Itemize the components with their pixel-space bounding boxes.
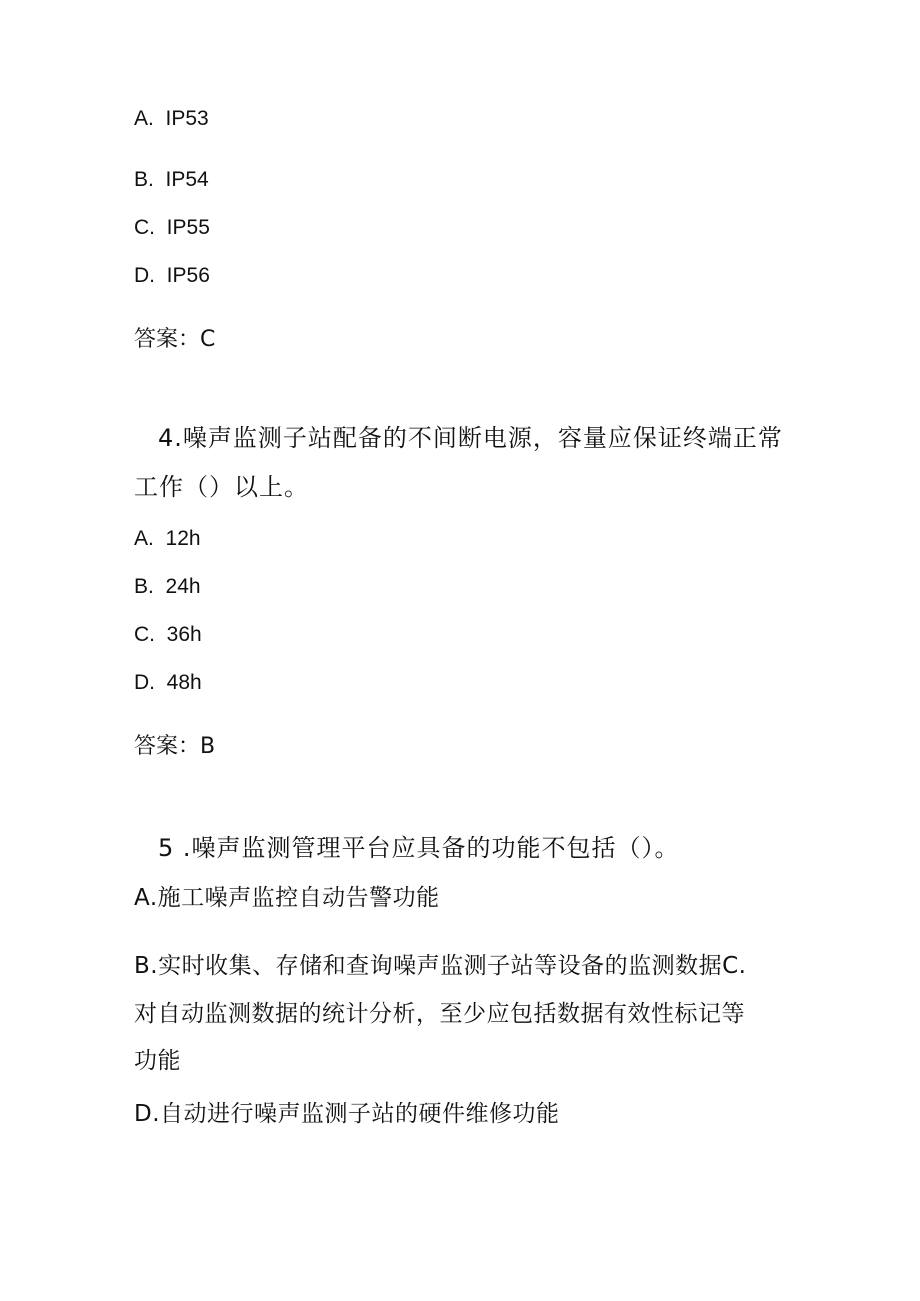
q4-stem-line2: 工作（）以上。 <box>134 473 309 501</box>
q4-stem-line1: 4.噪声监测子站配备的不间断电源，容量应保证终端正常 <box>158 424 783 452</box>
option-text: 48h <box>166 671 202 694</box>
q5-option-b: B.实时收集、存储和查询噪声监测子站等设备的监测数据C. <box>134 953 747 979</box>
q4-option-a <box>134 524 201 554</box>
option-key: C. <box>134 623 155 646</box>
option-text: 24h <box>165 575 201 598</box>
q4-option-c <box>134 620 202 650</box>
q5-option-a: A.施工噪声监控自动告警功能 <box>134 885 440 911</box>
option-key: A. <box>134 107 154 130</box>
q3-answer: 答案：C <box>134 327 216 352</box>
option-key: D. <box>134 671 155 694</box>
q5-stem: 5 .噪声监测管理平台应具备的功能不包括（）。 <box>158 834 680 862</box>
q5-option-d: D.自动进行噪声监测子站的硬件维修功能 <box>134 1101 560 1127</box>
q4-answer: 答案：B <box>134 734 216 759</box>
option-key: B. <box>134 575 154 598</box>
option-text: IP54 <box>165 168 209 191</box>
option-key: C. <box>134 216 155 239</box>
q4-option-b <box>134 572 201 602</box>
option-text: IP56 <box>166 264 210 287</box>
q5-option-c-line2: 对自动监测数据的统计分析，至少应包括数据有效性标记等 <box>134 1001 745 1027</box>
option-text: IP55 <box>166 216 210 239</box>
option-text: IP53 <box>165 107 209 130</box>
q3-option-c <box>134 213 210 243</box>
option-text: 36h <box>166 623 202 646</box>
option-key: A. <box>134 527 154 550</box>
option-key: D. <box>134 264 155 287</box>
q3-option-a <box>134 104 209 134</box>
option-text: 12h <box>165 527 201 550</box>
q3-option-b <box>134 165 209 195</box>
q5-option-c-line3: 功能 <box>134 1048 181 1074</box>
option-key: B. <box>134 168 154 191</box>
q3-option-d <box>134 261 210 291</box>
q4-option-d <box>134 668 202 698</box>
